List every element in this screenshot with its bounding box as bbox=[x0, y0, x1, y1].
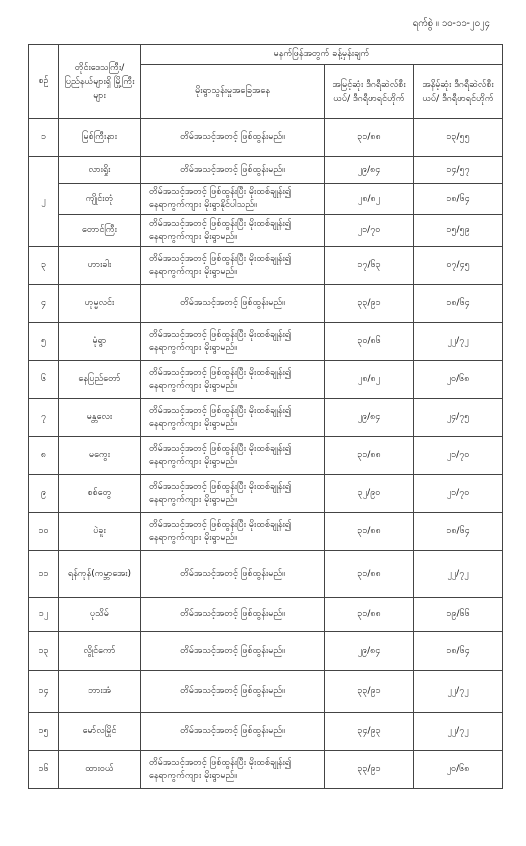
table-row bbox=[29, 399, 503, 437]
rain-condition-cell bbox=[141, 598, 325, 632]
max-temp-cell: ၃၃/၉၁ bbox=[325, 751, 414, 789]
condition-line: နေရာကွက်ကျား မိုးရွာမည်။ bbox=[149, 380, 237, 391]
serial-number-cell: ၇ bbox=[29, 399, 59, 437]
table-row bbox=[29, 323, 503, 361]
condition-line: တိမ်အသင့်အတင့် ဖြစ်ထွန်းပြီး မိုးထစ်ချုန်း၍ bbox=[149, 329, 292, 340]
condition-line: တိမ်အသင့်အတင့် ဖြစ်ထွန်းပြီး မိုးထစ်ချုန်း၍ bbox=[149, 367, 292, 378]
rain-condition-cell bbox=[141, 671, 325, 713]
condition-line: တိမ်အသင့်အတင့် ဖြစ်ထွန်းပြီး မိုးထစ်ချုန်း၍ bbox=[149, 253, 292, 264]
table-row bbox=[29, 551, 503, 598]
city-cell: ဟုမ္မလင်း bbox=[59, 285, 141, 323]
table-row bbox=[29, 247, 503, 285]
condition-line: တိမ်အသင့်အတင့် ဖြစ်ထွန်းမည်။ bbox=[180, 726, 285, 736]
serial-number-cell: ၃ bbox=[29, 247, 59, 285]
condition-line: တိမ်အသင့်အတင့် ဖြစ်ထွန်းပြီး မိုးထစ်ချုန်း၍ bbox=[149, 187, 292, 197]
max-temp-cell: ၂၈/၈၂ bbox=[325, 361, 414, 399]
city-cell: ဟားခါး bbox=[59, 247, 141, 285]
condition-line: တိမ်အသင့်အတင့် ဖြစ်ထွန်းမည်။ bbox=[180, 568, 285, 579]
max-temp-cell: ၂၉/၈၄ bbox=[325, 632, 414, 671]
serial-number-cell: ၁ bbox=[29, 119, 59, 157]
condition-line: နေရာကွက်ကျား မိုးရွာမည်။ bbox=[149, 456, 237, 467]
header-max-temp: အမြင့်ဆုံး ဒီဂရီဆဲလ်စီးယပ်/ ဒီဂရီဖာရင်ဟိုက် bbox=[325, 65, 414, 119]
condition-line: နေရာကွက်ကျား မိုးရွာမည်။ bbox=[149, 770, 237, 781]
city-cell: မြစ်ကြီးနား bbox=[59, 119, 141, 157]
condition-line: တိမ်အသင့်အတင့် ဖြစ်ထွန်းပြီး မိုးထစ်ချုန်း၍ bbox=[149, 405, 292, 416]
serial-number-cell: ၁၄ bbox=[29, 671, 59, 713]
min-temp-cell: ၁၉/၆၆ bbox=[414, 598, 503, 632]
serial-number-cell: ၁၁ bbox=[29, 551, 59, 598]
min-temp-cell: ၂၁/၇၀ bbox=[414, 437, 503, 475]
min-temp-cell: ၁၃/၅၅ bbox=[414, 119, 503, 157]
serial-number-cell: ၁၂ bbox=[29, 598, 59, 632]
rain-condition-cell bbox=[141, 285, 325, 323]
min-temp-cell: ၂၁/၇၀ bbox=[414, 475, 503, 513]
city-cell: ပုသိမ် bbox=[59, 598, 141, 632]
city-cell: ပဲခူး bbox=[59, 513, 141, 551]
serial-number-cell: ၁၆ bbox=[29, 751, 59, 789]
max-temp-cell: ၃၂/၉၀ bbox=[325, 475, 414, 513]
min-temp-cell: ၂၂/၇၂ bbox=[414, 323, 503, 361]
max-temp-cell: ၁၇/၆၃ bbox=[325, 247, 414, 285]
table-row bbox=[29, 598, 503, 632]
min-temp-cell: ၁၈/၆၄ bbox=[414, 513, 503, 551]
min-temp-cell: ၂၀/၆၈ bbox=[414, 751, 503, 789]
condition-line: တိမ်အသင့်အတင့် ဖြစ်ထွန်းမည်။ bbox=[180, 686, 285, 696]
min-temp-cell: ၁၄/၅၇ bbox=[414, 157, 503, 184]
condition-line: တိမ်အသင့်အတင့် ဖြစ်ထွန်းပြီး မိုးထစ်ချုန်း၍ bbox=[149, 481, 292, 492]
condition-line: တိမ်အသင့်အတင့် ဖြစ်ထွန်းပြီး မိုးထစ်ချုန်း၍ bbox=[149, 443, 292, 454]
max-temp-cell: ၃၄/၉၃ bbox=[325, 713, 414, 751]
header-serial: စဉ် bbox=[29, 45, 59, 119]
header-min-temp: အနိမ့်ဆုံး ဒီဂရီဆဲလ်စီးယပ်/ ဒီဂရီဖာရင်ဟိုက် bbox=[414, 65, 503, 119]
condition-line: တိမ်အသင့်အတင့် ဖြစ်ထွန်းမည်။ bbox=[180, 298, 285, 308]
serial-number-cell: ၄ bbox=[29, 285, 59, 323]
max-temp-cell: ၂၈/၈၂ bbox=[325, 184, 414, 215]
max-temp-cell: ၂၉/၈၄ bbox=[325, 157, 414, 184]
city-cell: နေပြည်တော် bbox=[59, 361, 141, 399]
table-row bbox=[29, 671, 503, 713]
max-temp-cell: ၃၃/၉၁ bbox=[325, 285, 414, 323]
serial-number-cell: ၆ bbox=[29, 361, 59, 399]
table-row bbox=[29, 475, 503, 513]
max-temp-cell: ၃၁/၈၈ bbox=[325, 551, 414, 598]
min-temp-cell: ၂၂/၇၂ bbox=[414, 551, 503, 598]
condition-line: နေရာကွက်ကျား မိုးရွာမည်။ bbox=[149, 532, 237, 543]
min-temp-cell: ၂၄/၇၅ bbox=[414, 399, 503, 437]
city-cell: ဘားအံ bbox=[59, 671, 141, 713]
condition-line: နေရာကွက်ကျား မိုးရွာမည်။ bbox=[149, 231, 237, 242]
rain-condition-cell bbox=[141, 437, 325, 475]
serial-number-cell: ၁၅ bbox=[29, 713, 59, 751]
rain-condition-cell bbox=[141, 513, 325, 551]
max-temp-cell: ၃၁/၈၈ bbox=[325, 513, 414, 551]
rain-condition-cell bbox=[141, 247, 325, 285]
serial-number-cell: ၂ bbox=[29, 157, 59, 247]
serial-number-cell: ၅ bbox=[29, 323, 59, 361]
min-temp-cell: ၁၈/၆၄ bbox=[414, 632, 503, 671]
condition-line: တိမ်အသင့်အတင့် ဖြစ်ထွန်းမည်။ bbox=[180, 609, 285, 619]
table-row bbox=[29, 285, 503, 323]
serial-number-cell: ၈ bbox=[29, 437, 59, 475]
max-temp-cell: ၃၀/၈၆ bbox=[325, 323, 414, 361]
min-temp-cell: ၁၅/၅၉ bbox=[414, 215, 503, 247]
condition-line: တိမ်အသင့်အတင့် ဖြစ်ထွန်းမည်။ bbox=[180, 645, 285, 656]
condition-line: နေရာကွက်ကျား မိုးရွာမည်။ bbox=[149, 494, 237, 505]
max-temp-cell: ၂၉/၈၄ bbox=[325, 399, 414, 437]
serial-number-cell: ၉ bbox=[29, 475, 59, 513]
rain-condition-cell bbox=[141, 632, 325, 671]
condition-line: နေရာကွက်ကျား မိုးရွာမည်။ bbox=[149, 266, 237, 277]
city-cell: ကျိုင်းတုံ bbox=[59, 184, 141, 215]
table-row bbox=[29, 713, 503, 751]
rain-condition-cell bbox=[141, 475, 325, 513]
table-row bbox=[29, 215, 503, 247]
city-cell: မော်လမြိုင် bbox=[59, 713, 141, 751]
max-temp-cell: ၃၁/၈၈ bbox=[325, 437, 414, 475]
table-row bbox=[29, 437, 503, 475]
rain-condition-cell bbox=[141, 215, 325, 247]
condition-line: တိမ်အသင့်အတင့် ဖြစ်ထွန်းမည်။ bbox=[180, 164, 285, 175]
table-row bbox=[29, 184, 503, 215]
city-cell: မုံရွာ bbox=[59, 323, 141, 361]
table-row bbox=[29, 632, 503, 671]
report-date: ရက်စွဲ ။ ၁၀-၁၁-၂၀၂၄ bbox=[412, 18, 490, 29]
header-rain-condition: မိုးရွာသွန်းမှုအခြေအနေ bbox=[141, 65, 325, 119]
condition-line: နေရာကွက်ကျား မိုးရွာနိုင်ပါသည်။ bbox=[149, 200, 257, 210]
rain-condition-cell bbox=[141, 361, 325, 399]
min-temp-cell: ၂၂/၇၂ bbox=[414, 713, 503, 751]
rain-condition-cell bbox=[141, 713, 325, 751]
city-cell: ရန်ကုန်(ကမ္ဘာအေး) bbox=[59, 551, 141, 598]
min-temp-cell: ၀၇/၄၅ bbox=[414, 247, 503, 285]
city-cell: လွိုင်ကော် bbox=[59, 632, 141, 671]
city-cell: မန္တလေး bbox=[59, 399, 141, 437]
city-cell: ထားဝယ် bbox=[59, 751, 141, 789]
table-row bbox=[29, 361, 503, 399]
condition-line: တိမ်အသင့်အတင့် ဖြစ်ထွန်းပြီး မိုးထစ်ချုန်း၍ bbox=[149, 218, 292, 229]
condition-line: တိမ်အသင့်အတင့် ဖြစ်ထွန်းမည်။ bbox=[180, 132, 285, 142]
min-temp-cell: ၁၈/၆၄ bbox=[414, 285, 503, 323]
min-temp-cell: ၂၀/၆၈ bbox=[414, 361, 503, 399]
rain-condition-cell bbox=[141, 119, 325, 157]
rain-condition-cell bbox=[141, 399, 325, 437]
weather-forecast-table bbox=[28, 44, 503, 789]
max-temp-cell: ၂၁/၇၀ bbox=[325, 215, 414, 247]
table-row bbox=[29, 157, 503, 184]
city-cell: တောင်ကြီး bbox=[59, 215, 141, 247]
min-temp-cell: ၂၂/၇၂ bbox=[414, 671, 503, 713]
condition-line: နေရာကွက်ကျား မိုးရွာမည်။ bbox=[149, 418, 237, 429]
rain-condition-cell bbox=[141, 157, 325, 184]
condition-line: တိမ်အသင့်အတင့် ဖြစ်ထွန်းပြီး မိုးထစ်ချုန်း၍ bbox=[149, 519, 292, 530]
table-row bbox=[29, 751, 503, 789]
rain-condition-cell bbox=[141, 551, 325, 598]
header-city: တိုင်းဒေသကြီး/ ပြည်နယ်များရှိ မြို့ကြီးများ bbox=[59, 45, 141, 119]
condition-line: တိမ်အသင့်အတင့် ဖြစ်ထွန်းပြီး မိုးထစ်ချုန်း၍ bbox=[149, 757, 292, 768]
table-row bbox=[29, 513, 503, 551]
header-forecast-group: မနက်ဖြန်အတွက် ခန့်မှန်းချက် bbox=[141, 45, 503, 65]
rain-condition-cell bbox=[141, 751, 325, 789]
forecast-table-body bbox=[29, 119, 503, 789]
condition-line: နေရာကွက်ကျား မိုးရွာမည်။ bbox=[149, 342, 237, 353]
rain-condition-cell bbox=[141, 323, 325, 361]
max-temp-cell: ၃၁/၈၈ bbox=[325, 119, 414, 157]
table-row bbox=[29, 119, 503, 157]
max-temp-cell: ၃၁/၈၈ bbox=[325, 598, 414, 632]
city-cell: လားရှိုး bbox=[59, 157, 141, 184]
rain-condition-cell bbox=[141, 184, 325, 215]
serial-number-cell: ၁၀ bbox=[29, 513, 59, 551]
min-temp-cell: ၁၈/၆၄ bbox=[414, 184, 503, 215]
city-cell: မကွေး bbox=[59, 437, 141, 475]
city-cell: စစ်တွေ bbox=[59, 475, 141, 513]
serial-number-cell: ၁၃ bbox=[29, 632, 59, 671]
max-temp-cell: ၃၃/၉၁ bbox=[325, 671, 414, 713]
